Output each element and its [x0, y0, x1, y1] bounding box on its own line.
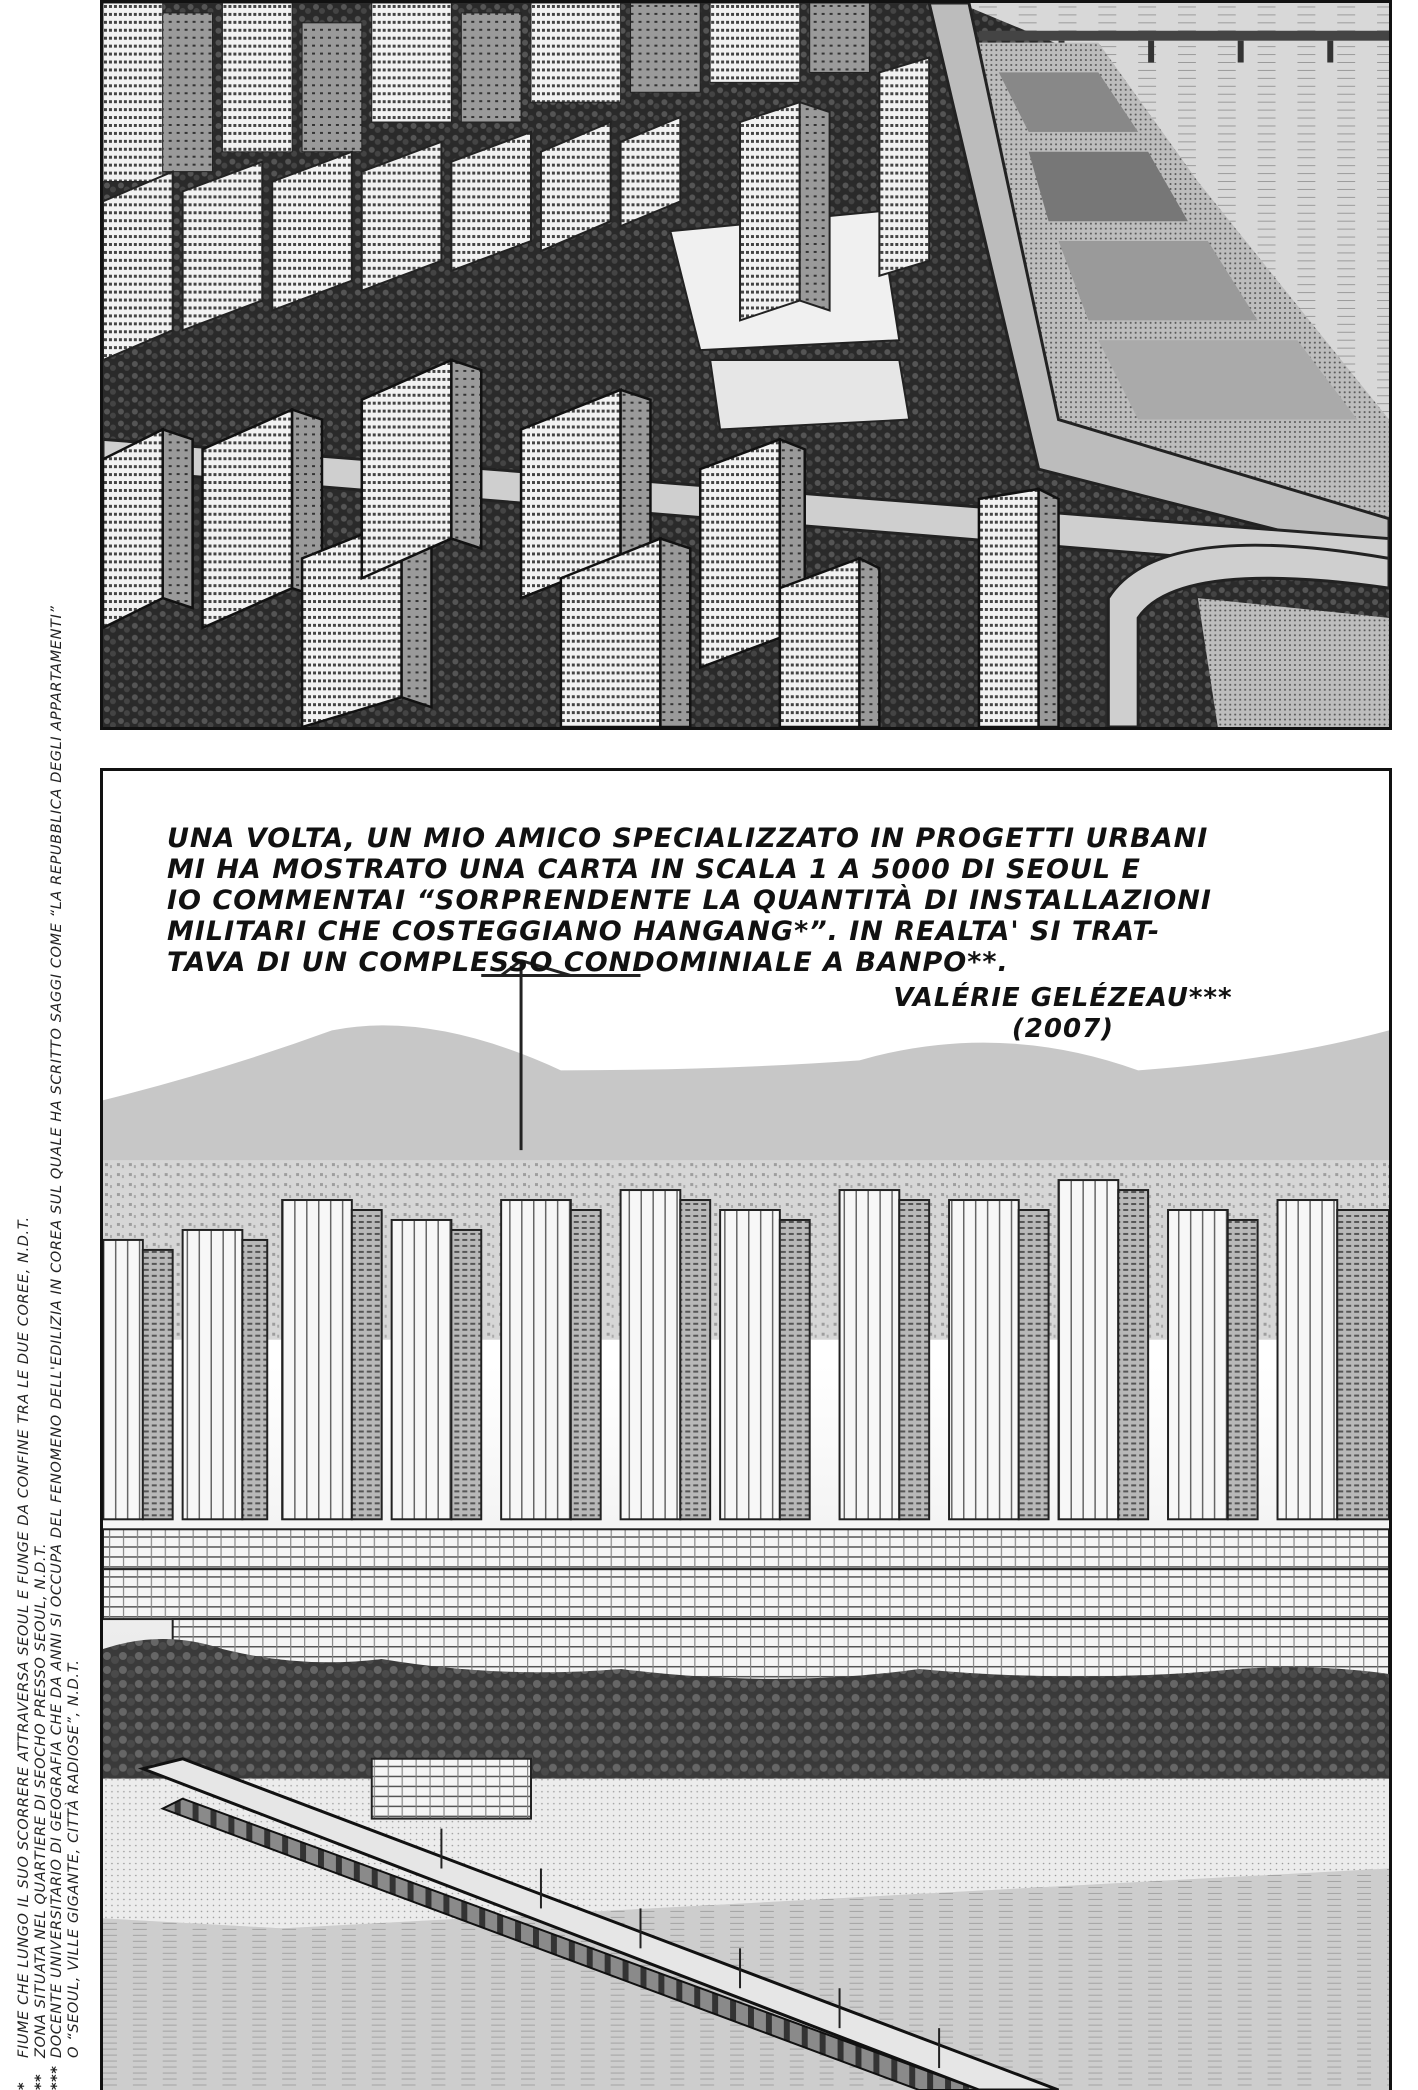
translator-footnotes: [16, 240, 96, 2090]
quote-line: IO COMMENTAI “SORPRENDENTE LA QUANTITÀ DI INSTALLAZIONI: [167, 885, 1212, 916]
quote-author: VALÉRIE GELÉZEAU***: [893, 983, 1233, 1013]
footnote-text: FIUME CHE LUNGO IL SUO SCORRERE ATTRAVERSA SEOUL E FUNGE DA CONFINE TRA LE DUE COREE, N.D.T.: [16, 1216, 32, 2058]
quote-attribution: [863, 983, 1263, 1045]
footnote-text: DOCENTE UNIVERSITARIO DI GEOGRAFIA CHE DA ANNI SI OCCUPA DEL FENOMENO DELL'EDILIZIA IN COREA SUL QUALE HA SCRITTO SAGGI COME “LA REPUBBLICA DEGLI APPARTAMENTI”: [49, 605, 65, 2058]
bottom-panel: [100, 768, 1392, 2090]
footnote: [33, 240, 50, 2090]
footnote-mark: **: [32, 2073, 49, 2090]
footnote-mark: ***: [49, 2065, 65, 2090]
quote-line: MI HA MOSTRATO UNA CARTA IN SCALA 1 A 5000 DI SEOUL E: [167, 854, 1141, 885]
quote-year: (2007): [1011, 1014, 1115, 1044]
quote-caption: [167, 823, 1347, 978]
footnote: [16, 240, 33, 2090]
footnote-text: O “SEOUL, VILLE GIGANTE, CITTÀ RADIOSE”, N.D.T.: [65, 1659, 82, 2058]
quote-line: TAVA DI UN COMPLESSO CONDOMINIALE A BANPO**.: [167, 947, 1009, 978]
quote-line: UNA VOLTA, UN MIO AMICO SPECIALIZZATO IN PROGETTI URBANI: [167, 823, 1209, 854]
footnote-text: ZONA SITUATA NEL QUARTIERE DI SEOCHO PRESSO SEOUL, N.D.T.: [32, 1542, 49, 2058]
footnote: [66, 240, 83, 2090]
footnote-mark: *: [16, 2081, 32, 2090]
quote-line: MILITARI CHE COSTEGGIANO HANGANG*”. IN REALTA' SI TRAT-: [167, 916, 1161, 947]
aerial-city-illustration: [103, 3, 1389, 727]
top-panel: [100, 0, 1392, 730]
footnote: [49, 240, 66, 2090]
